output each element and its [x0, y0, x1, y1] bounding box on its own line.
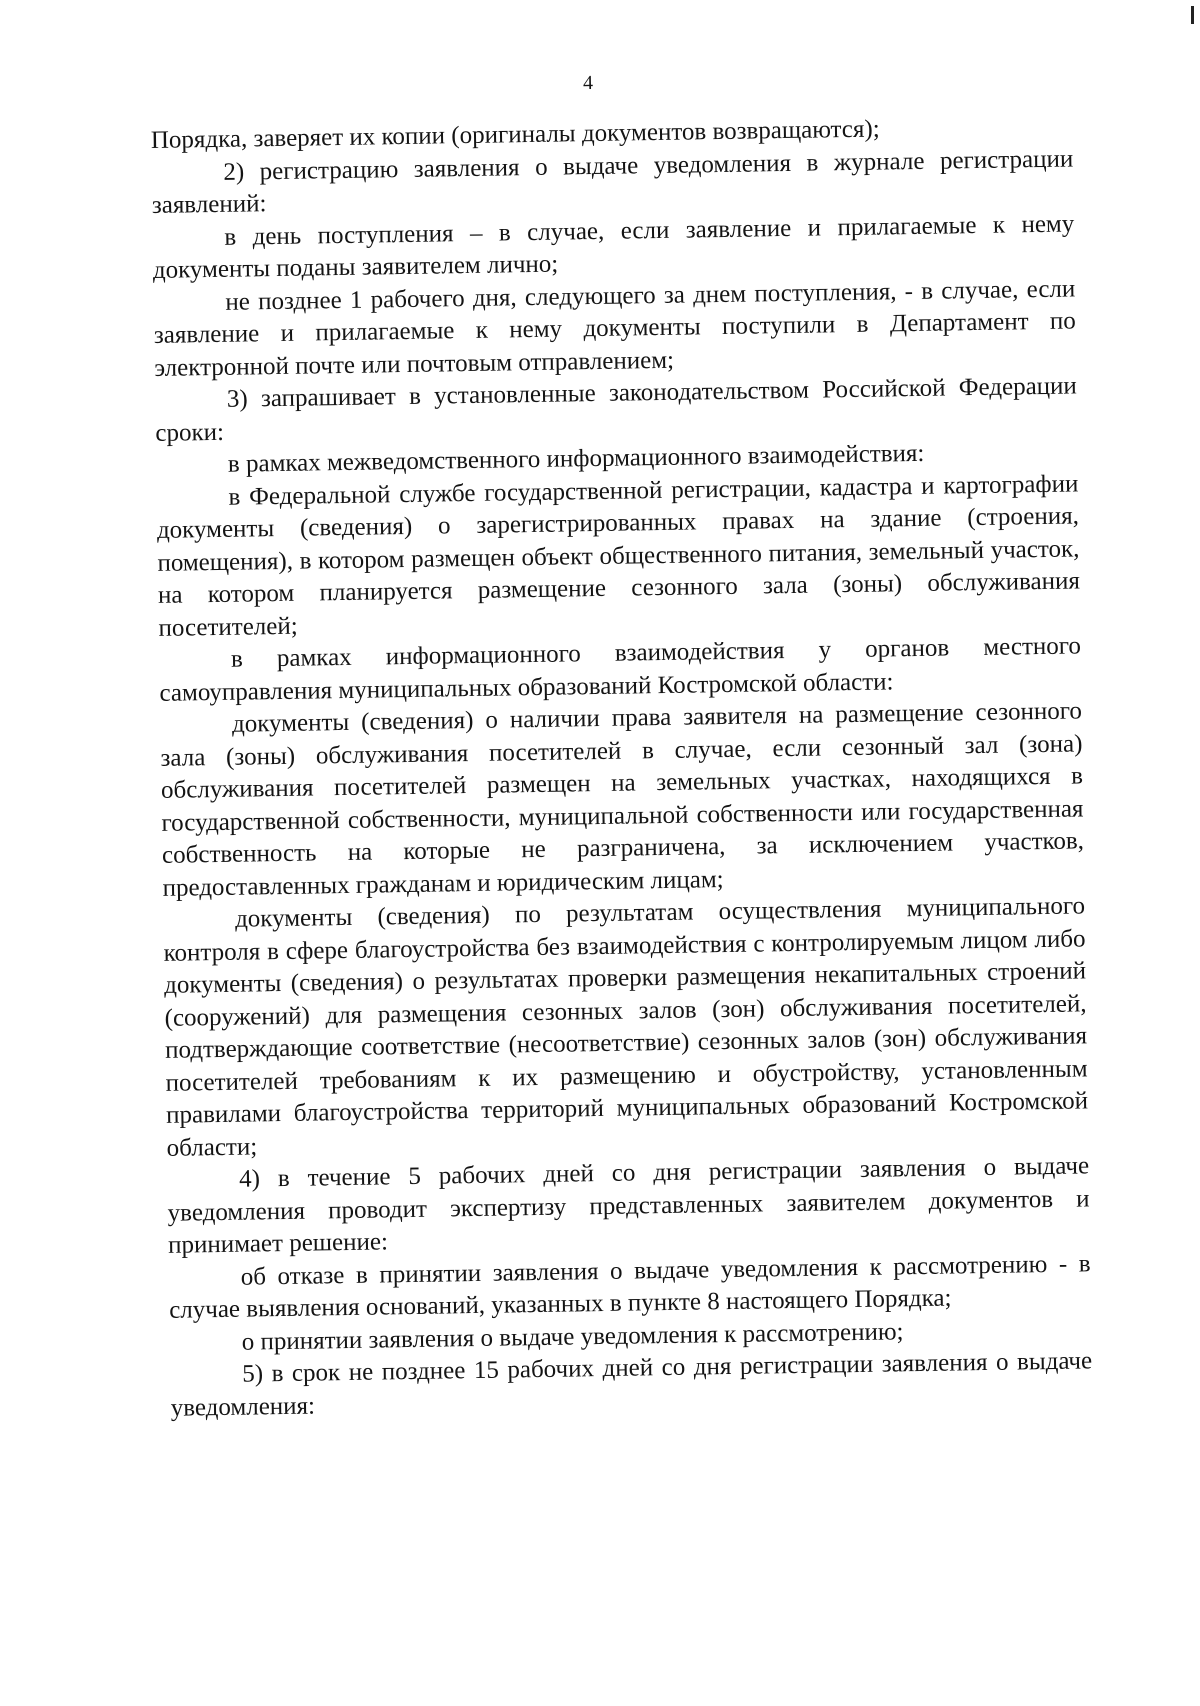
- paragraph-registration-next-day: не позднее 1 рабочего дня, следующего за днем поступления, - в случае, если заявление и прилагаемые к нему документы поступили в Департамент по электронной почте или почтовым отправлением;: [153, 274, 1076, 382]
- paragraph-interagency-cooperation: в рамках межведомственного информационного взаимодействия:: [227, 439, 925, 478]
- paragraph-registration-same-day: в день поступления – в случае, если заявление и прилагаемые к нему документы поданы заявителем лично;: [152, 209, 1075, 284]
- paragraph-local-government-cooperation: в рамках информационного взаимодействия у органов местного самоуправления муниципальных образований Костромской области:: [159, 632, 1082, 707]
- paragraph-municipal-control-documents: документы (сведения) по результатам осуществления муниципального контроля в сфере благоустройства без взаимодействия с контролируемым лицом либо документы (сведения) о результатах проверки размещения некапитальных строений (сооружений) для размещения сезонных залов (зон) обслуживания посетителей, подтверждающие соответствие (несоответствие) сезонных залов (зон) обслуживания посетителей требованиям к их размещению и обустройству, установленным правилами благоустройства территорий муниципальных образований Костромской области;: [163, 892, 1089, 1162]
- paragraph-acceptance-decision: о принятии заявления о выдаче уведомления к рассмотрению;: [241, 1317, 904, 1356]
- paragraph-land-rights-documents: документы (сведения) о наличии права заявителя на размещение сезонного зала (зоны) обслуживания посетителей в случае, если сезонный зал (зона) обслуживания посетителей размещен на земельных участках, находящихся в государственной собственности, муниципальной собственности или государственная собственность на которые не разграничена, за исключением участков, предоставленных гражданам и юридическим лицам;: [160, 697, 1085, 902]
- paragraph-item-5-deadline: 5) в срок не позднее 15 рабочих дней со дня регистрации заявления о выдаче уведомления:: [170, 1347, 1093, 1422]
- paragraph-item-4-expertise: 4) в течение 5 рабочих дней со дня регистрации заявления о выдаче уведомления проводит экспертизу представленных заявителем документов и принимает решение:: [167, 1152, 1090, 1259]
- paragraph-continuation: Порядка, заверяет их копии (оригиналы документов возвращаются);: [150, 115, 880, 154]
- document-body: [151, 110, 1093, 1424]
- paragraph-federal-registration-service: в Федеральной службе государственной регистрации, кадастра и картографии документы (сведения) о зарегистрированных правах на здание (строения, помещения), в котором размещен объект общественного питания, земельный участок, на котором планируется размещение сезонного зала (зоны) обслуживания посетителей;: [156, 469, 1081, 642]
- paragraph-refusal-decision: об отказе в принятии заявления о выдаче уведомления к рассмотрению - в случае выявления оснований, указанных в пункте 8 настоящего Порядка;: [168, 1249, 1091, 1324]
- paragraph-item-2-registration: 2) регистрацию заявления о выдаче уведомления в журнале регистрации заявлений:: [151, 144, 1074, 219]
- page-number: 4: [582, 72, 594, 95]
- paragraph-item-3-requests: 3) запрашивает в установленные законодательством Российской Федерации сроки:: [155, 372, 1078, 447]
- scan-edge-mark: [1191, 6, 1194, 24]
